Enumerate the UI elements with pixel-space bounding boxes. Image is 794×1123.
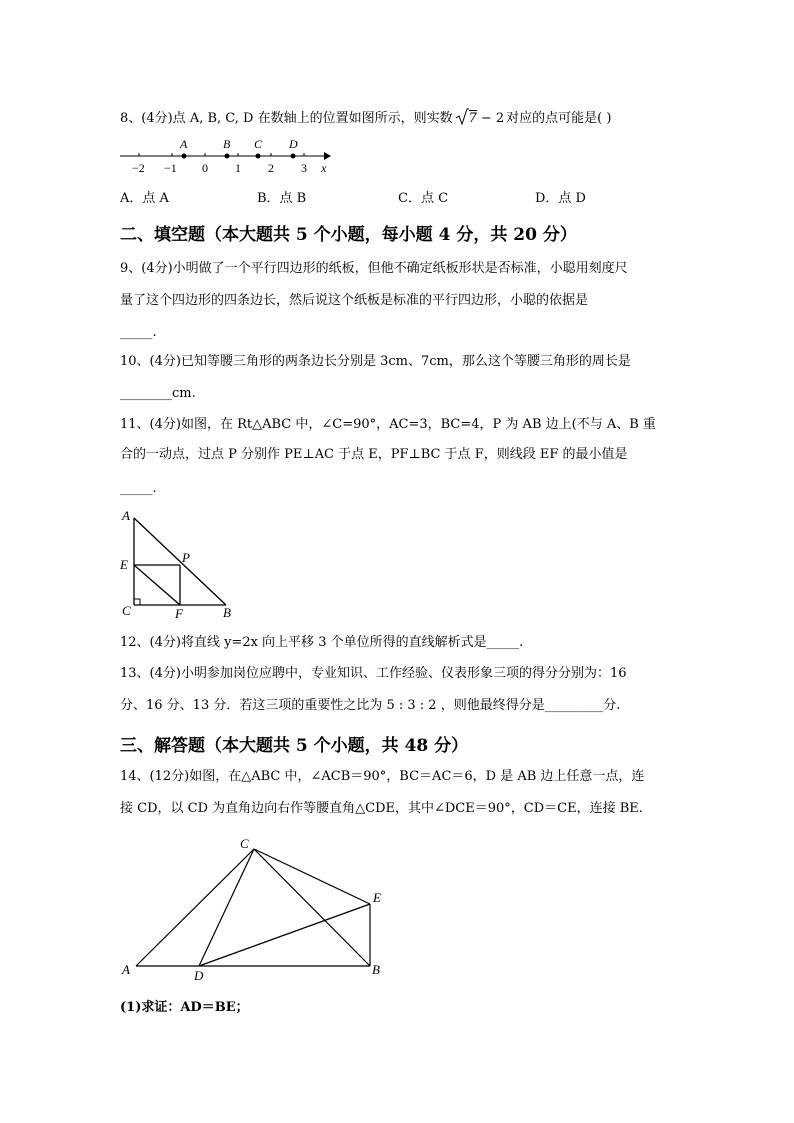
label-d: D (194, 968, 204, 983)
sqrt-expression (455, 108, 477, 128)
option-d: D．点 D (535, 191, 586, 206)
option-c: C．点 C (398, 191, 449, 206)
tick-label-1: 1 (235, 161, 241, 175)
q8-suffix: 对应的点可能是( ) (506, 111, 612, 126)
q10-line1: 10、(4分)已知等腰三角形的两条边长分别是 3cm、7cm，那么这个等腰三角形的周长是 (120, 354, 631, 369)
q11-triangle-figure (114, 504, 244, 622)
tick-label-0: 0 (202, 161, 208, 175)
segment-ce (254, 849, 370, 904)
axis-label-x: x (321, 161, 327, 175)
segment-ef (134, 565, 180, 605)
tick-label-neg2: −2 (132, 161, 145, 175)
point-label-b: B (223, 137, 231, 151)
minus-two: − 2 (480, 111, 505, 126)
q14-triangle-figure (118, 830, 398, 985)
q12-line1: 12、(4分)将直线 y=2x 向上平移 3 个单位所得的直线解析式是_____. (120, 635, 524, 650)
right-angle-icon (134, 599, 140, 605)
number-line-figure (118, 136, 338, 178)
axis-arrow-icon (324, 152, 331, 160)
label-b: B (372, 962, 380, 977)
q9-line2: 量了这个四边形的四条边长，然后说这个纸板是标准的平行四边形，小聪的依据是 (120, 293, 589, 308)
question-8 (120, 108, 611, 128)
q11-line2: 合的一动点，过点 P 分别作 PE⊥AC 于点 E，PF⊥BC 于点 F，则线段 EF 的最小值是 (120, 447, 628, 462)
q13-line1: 13、(4分)小明参加岗位应聘中，专业知识、工作经验、仪表形象三项的得分分别为：16 (120, 666, 627, 681)
point-c-dot (256, 154, 261, 159)
label-c: C (240, 836, 249, 851)
option-a: A．点 A (120, 191, 169, 206)
label-a: A (122, 962, 130, 977)
q14-line2: 接 CD，以 CD 为直角边向右作等腰直角△CDE，其中∠DCE＝90°，CD＝CE，连接 BE. (120, 801, 643, 816)
point-label-c: C (254, 137, 263, 151)
point-b-dot (225, 154, 230, 159)
label-b: B (223, 605, 231, 620)
point-label-a: A (180, 137, 188, 151)
segment-de (199, 904, 370, 966)
tick-label-neg1: −1 (164, 161, 177, 175)
label-e: E (373, 890, 381, 905)
label-p: P (182, 550, 190, 565)
point-label-d: D (289, 137, 298, 151)
q14-line1: 14、(12分)如图，在△ABC 中，∠ACB＝90°，BC＝AC＝6，D 是 AB 边上任意一点，连 (120, 769, 645, 784)
point-d-dot (291, 154, 296, 159)
label-c: C (122, 603, 131, 618)
q8-prefix: 8、(4分)点 A, B, C, D 在数轴上的位置如图所示，则实数 (120, 111, 453, 126)
section-3-title: 三、解答题（本大题共 5 个小题，共 48 分） (120, 736, 469, 756)
point-a-dot (182, 154, 187, 159)
label-a: A (122, 508, 130, 523)
q9-line3: _____. (120, 325, 157, 340)
tick-label-2: 2 (268, 161, 274, 175)
option-b: B．点 B (257, 191, 307, 206)
radical-sign-icon (455, 108, 469, 126)
segment-ac (136, 849, 254, 966)
q10-line2: ________cm. (120, 386, 196, 401)
label-f: F (175, 606, 183, 621)
label-e: E (120, 557, 128, 572)
segment-cb (254, 849, 370, 966)
q14-part1: (1)求证：AD＝BE； (120, 1000, 249, 1015)
tick-label-3: 3 (301, 161, 307, 175)
q9-line1: 9、(4分)小明做了一个平行四边形的纸板，但他不确定纸板形状是否标准，小聪用刻度尺 (120, 261, 628, 276)
q11-line1: 11、(4分)如图，在 Rt△ABC 中，∠C=90°，AC=3，BC=4，P 为 AB 边上(不与 A、B 重 (120, 417, 656, 432)
q11-line3: _____. (120, 481, 157, 496)
q13-line2: 分、16 分、13 分．若这三项的重要性之比为 5 : 3 : 2 ，则他最终得分是_________分. (120, 698, 621, 713)
radicand: 7 (468, 111, 477, 126)
section-2-title: 二、填空题（本大题共 5 个小题，每小题 4 分，共 20 分） (120, 225, 577, 245)
